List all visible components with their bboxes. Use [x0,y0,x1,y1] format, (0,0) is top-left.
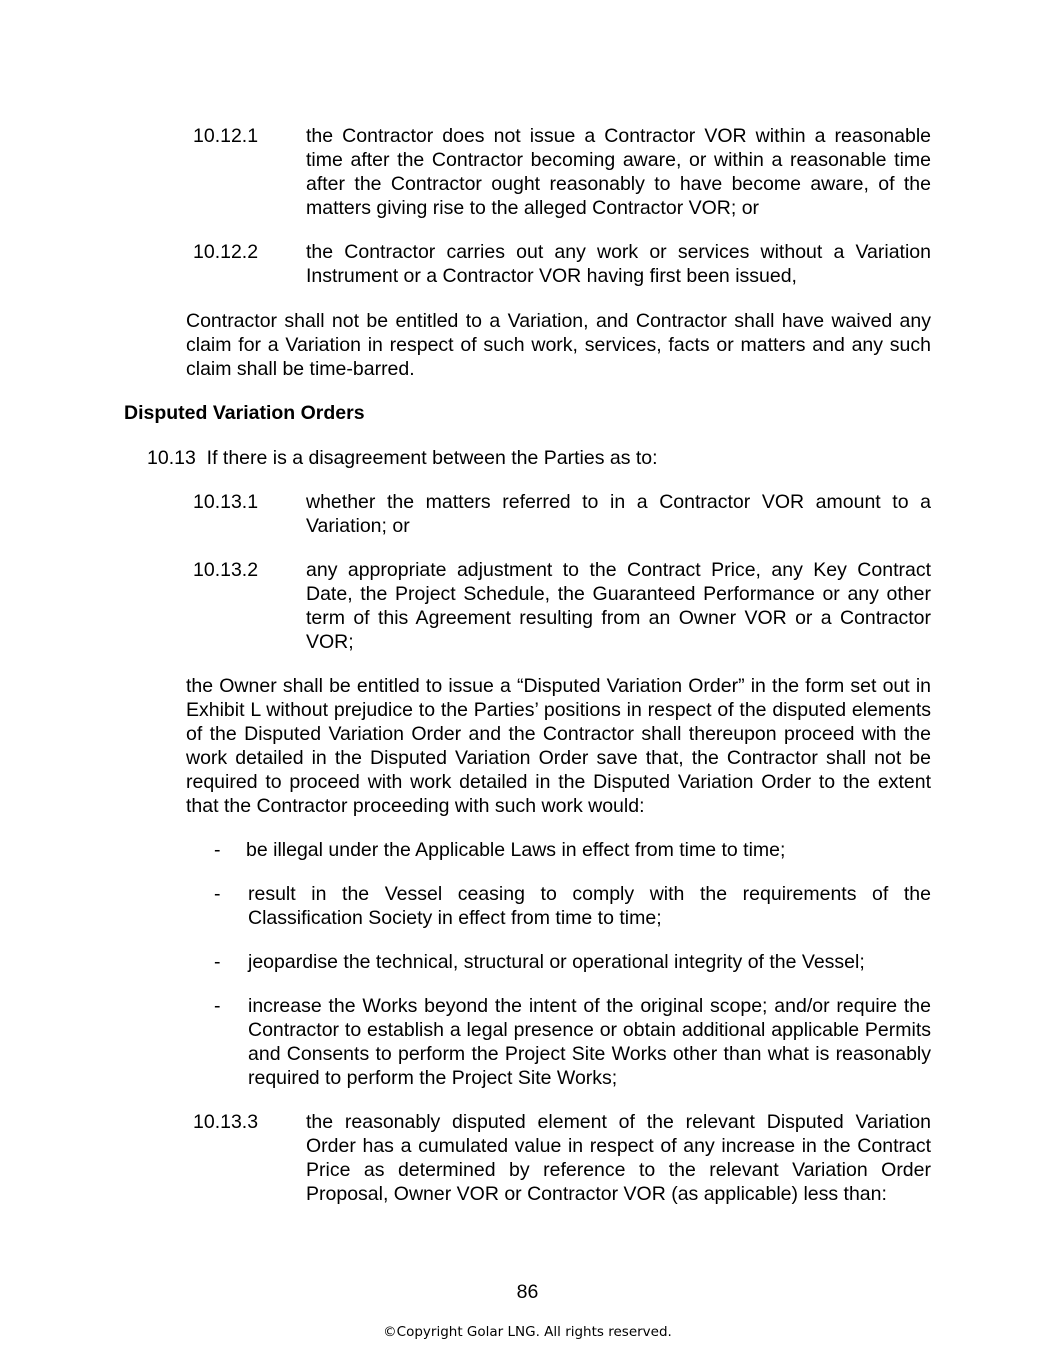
clause-number: 10.12.2 [193,241,259,263]
waiver-paragraph: Contractor shall not be entitled to a Variation, and Contractor shall have waived any claim for a Variation in respect of such work, services, facts or matters and any such claim shall be time-barred. [186,310,931,380]
clause-10-13-2 [193,558,931,654]
bullet-dash: - [214,839,221,861]
clause-10-13-3 [193,1110,931,1206]
bullet-item [214,994,931,1090]
clause-text: any appropriate adjustment to the Contract Price, any Key Contract Date, the Project Schedule, the Guaranteed Performance or any other term of this Agreement resulting from an Owner VOR or a Contractor VOR; [306,559,931,653]
bullet-item [214,950,931,974]
clause-10-12-2 [193,240,931,288]
bullet-text: result in the Vessel ceasing to comply with the requirements of the Classification Society in effect from time to time; [248,883,931,929]
bullet-item [214,838,931,862]
clause-number: 10.12.1 [193,125,259,147]
bullet-text: jeopardise the technical, structural or operational integrity of the Vessel; [248,951,865,973]
section-heading: Disputed Variation Orders [124,402,365,424]
clause-number: 10.13.2 [193,559,259,581]
clause-number: 10.13.1 [193,491,259,513]
clause-text: the Contractor does not issue a Contractor VOR within a reasonable time after the Contractor becoming aware, or within a reasonable time after the Contractor ought reasonably to have become aware, of the matters giving rise to the alleged Contractor VOR; or [306,125,931,219]
clause-number: 10.13.3 [193,1111,259,1133]
clause-text: If there is a disagreement between the Parties as to: [206,447,658,469]
clause-10-12-1 [193,124,931,220]
bullet-dash: - [214,951,221,973]
clause-text: the reasonably disputed element of the relevant Disputed Variation Order has a cumulated value in respect of any increase in the Contract Price as determined by reference to the relevant Variation Order Proposal, Owner VOR or Contractor VOR (as applicable) less than: [306,1111,931,1205]
bullet-text: increase the Works beyond the intent of the original scope; and/or require the Contractor to establish a legal presence or obtain additional applicable Permits and Consents to perform the Project Site Works other than what is reasonably required to perform the Project Site Works; [248,995,931,1089]
bullet-dash: - [214,883,221,905]
copyright-footer: ©Copyright Golar LNG. All rights reserved. [383,1324,672,1340]
owner-paragraph: the Owner shall be entitled to issue a “Disputed Variation Order” in the form set out in Exhibit L without prejudice to the Parties’ positions in respect of the disputed elements of the Disputed Variation Order and the Contractor shall thereupon proceed with the work detailed in the Disputed Variation Order save that, the Contractor shall not be required to proceed with work detailed in the Disputed Variation Order to the extent that the Contractor proceeding with such work would: [186,675,931,817]
clause-number: 10.13 [147,447,196,469]
bullet-dash: - [214,995,221,1017]
clause-text: the Contractor carries out any work or services without a Variation Instrument or a Contractor VOR having first been issued, [306,241,931,287]
clause-text: whether the matters referred to in a Contractor VOR amount to a Variation; or [306,491,931,537]
clause-10-13-1 [193,490,931,538]
bullet-text: be illegal under the Applicable Laws in effect from time to time; [246,839,786,861]
page-number: 86 [516,1281,539,1303]
bullet-item [214,882,931,930]
clause-10-13 [147,446,658,470]
